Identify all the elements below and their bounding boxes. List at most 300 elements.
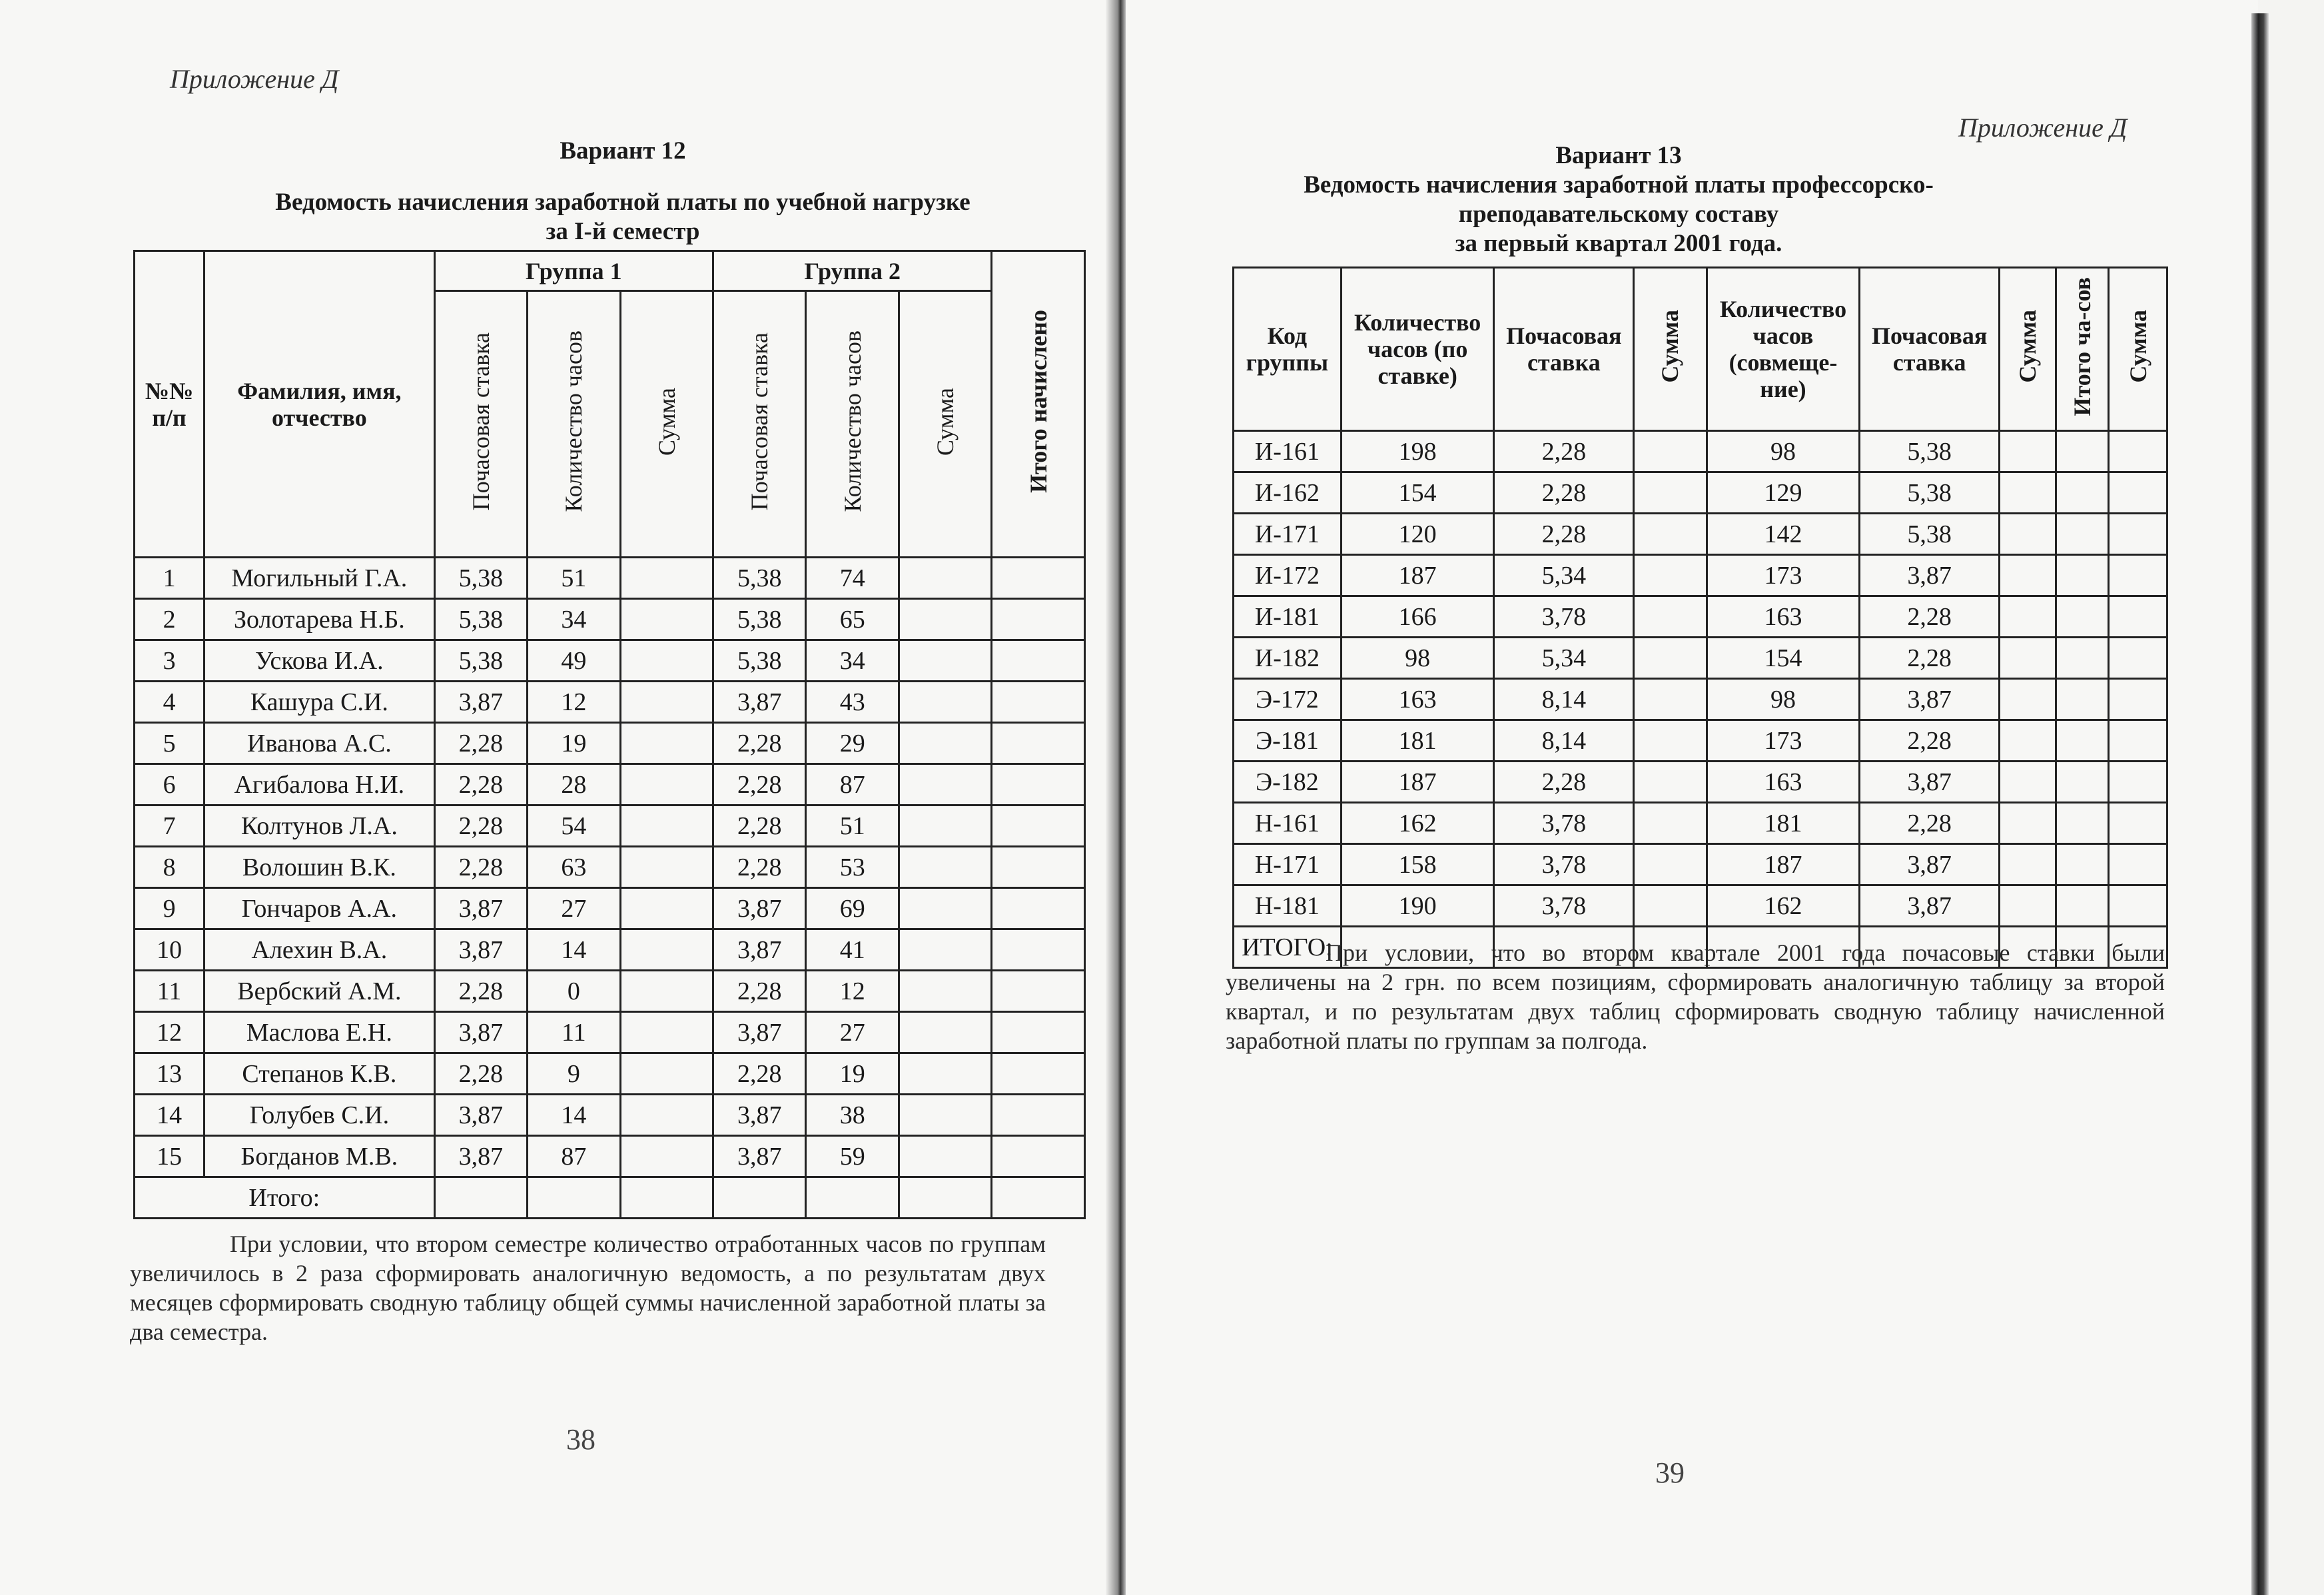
header-sum-2: Сумма: [2000, 268, 2056, 431]
rate-group2: 2,28: [713, 1053, 806, 1095]
sum-group1: [620, 640, 713, 682]
sum-group1: [620, 929, 713, 971]
table-row: [1234, 431, 2167, 472]
sum-group1: [620, 599, 713, 640]
sum-2: [2000, 885, 2056, 927]
hours-combined: 173: [1707, 720, 1860, 762]
table-row: [1234, 803, 2167, 844]
row-number: 1: [135, 558, 204, 599]
header-group1: Группа 1: [434, 251, 713, 291]
hours-combined: 142: [1707, 514, 1860, 555]
group-code: Н-161: [1234, 803, 1342, 844]
rate-group2: 5,38: [713, 558, 806, 599]
employee-name: Богданов М.В.: [204, 1136, 434, 1177]
header-sum-g2: Сумма: [899, 291, 991, 558]
sum-2: [2000, 803, 2056, 844]
rate-group2: 3,87: [713, 682, 806, 723]
header-sum-g1: Сумма: [620, 291, 713, 558]
table-row: [135, 599, 1085, 640]
hours-combined: 163: [1707, 596, 1860, 638]
hourly-rate-2: 2,28: [1860, 720, 2000, 762]
employee-name: Кашура С.И.: [204, 682, 434, 723]
row-number: 5: [135, 723, 204, 764]
group-code: И-161: [1234, 431, 1342, 472]
variant-title-right: Вариант 13: [1555, 142, 1682, 169]
hourly-rate-1: 2,28: [1494, 431, 1634, 472]
rate-group1: 2,28: [434, 1053, 527, 1095]
hourly-rate-2: 3,87: [1860, 844, 2000, 885]
sum-3: [2109, 720, 2167, 762]
sum-1: [1634, 720, 1707, 762]
hours-by-rate: 190: [1341, 885, 1494, 927]
rate-group2: 3,87: [713, 888, 806, 929]
right-total-label: ИТОГО:: [1234, 927, 1342, 968]
rate-group1: 3,87: [434, 1095, 527, 1136]
sum-group2: [899, 1012, 991, 1053]
hours-group1: 11: [528, 1012, 620, 1053]
table-row: [135, 847, 1085, 888]
employee-name: Степанов К.В.: [204, 1053, 434, 1095]
group-code: И-181: [1234, 596, 1342, 638]
header-num: №№ п/п: [135, 251, 204, 558]
group-code: И-162: [1234, 472, 1342, 514]
hourly-rate-2: 3,87: [1860, 762, 2000, 803]
sum-2: [2000, 472, 2056, 514]
hours-by-rate: 166: [1341, 596, 1494, 638]
total-hours: [2056, 472, 2109, 514]
hours-group1: 12: [528, 682, 620, 723]
hourly-rate-1: 5,34: [1494, 638, 1634, 679]
sum-3: [2109, 638, 2167, 679]
total-hours: [2056, 803, 2109, 844]
sum-3: [2109, 596, 2167, 638]
employee-name: Маслова Е.Н.: [204, 1012, 434, 1053]
total-hours: [2056, 679, 2109, 720]
employee-name: Золотарева Н.Б.: [204, 599, 434, 640]
right-table-body: [1234, 431, 2167, 927]
total-accrued: [992, 1012, 1085, 1053]
header-rate-1: Почасовая ставка: [1494, 268, 1634, 431]
hours-by-rate: 120: [1341, 514, 1494, 555]
group-code: Э-172: [1234, 679, 1342, 720]
table-row: [1234, 596, 2167, 638]
rate-group1: 3,87: [434, 929, 527, 971]
sum-group2: [899, 682, 991, 723]
header-hours-combined: Количество часов (совмеще-ние): [1707, 268, 1860, 431]
sum-3: [2109, 514, 2167, 555]
left-total-row: [135, 1177, 1085, 1219]
header-total-hours: Итого ча-сов: [2056, 268, 2109, 431]
header-rate-g2: Почасовая ставка: [713, 291, 806, 558]
hourly-rate-1: 2,28: [1494, 472, 1634, 514]
hours-by-rate: 187: [1341, 762, 1494, 803]
header-rate-g1: Почасовая ставка: [434, 291, 527, 558]
hours-group2: 41: [806, 929, 899, 971]
hourly-rate-2: 2,28: [1860, 803, 2000, 844]
paragraph-left: При условии, что втором семестре количество отработанных часов по группам увеличилось в 2 раза сформировать аналогичную ведомость, а по результатам двух месяцев сформировать сводную таблицу общей суммы начисленной заработной платы за два семестра.: [130, 1231, 1046, 1345]
sum-group1: [620, 1095, 713, 1136]
sum-group1: [620, 805, 713, 847]
table-row: [1234, 514, 2167, 555]
salary-table-left: [133, 250, 1086, 1219]
row-number: 12: [135, 1012, 204, 1053]
sum-1: [1634, 885, 1707, 927]
rate-group2: 3,87: [713, 1012, 806, 1053]
hours-group2: 43: [806, 682, 899, 723]
hours-group2: 74: [806, 558, 899, 599]
total-accrued: [992, 1053, 1085, 1095]
table-row: [135, 764, 1085, 805]
hours-combined: 163: [1707, 762, 1860, 803]
sum-2: [2000, 638, 2056, 679]
total-hours: [2056, 885, 2109, 927]
total-hours: [2056, 514, 2109, 555]
hours-group2: 51: [806, 805, 899, 847]
sum-group2: [899, 1053, 991, 1095]
rate-group2: 2,28: [713, 971, 806, 1012]
total-accrued: [992, 682, 1085, 723]
sum-group1: [620, 558, 713, 599]
employee-name: Волошин В.К.: [204, 847, 434, 888]
ledger-title-line2-left: за I-й семестр: [546, 218, 700, 245]
hours-group1: 34: [528, 599, 620, 640]
total-accrued: [992, 971, 1085, 1012]
rate-group2: 2,28: [713, 764, 806, 805]
row-number: 3: [135, 640, 204, 682]
total-accrued: [992, 640, 1085, 682]
sum-group2: [899, 888, 991, 929]
hourly-rate-2: 2,28: [1860, 638, 2000, 679]
group-code: Н-171: [1234, 844, 1342, 885]
hours-combined: 98: [1707, 679, 1860, 720]
header-rate-2: Почасовая ставка: [1860, 268, 2000, 431]
hourly-rate-1: 2,28: [1494, 514, 1634, 555]
total-accrued: [992, 847, 1085, 888]
rate-group1: 5,38: [434, 558, 527, 599]
table-row: [1234, 472, 2167, 514]
sum-2: [2000, 555, 2056, 596]
hourly-rate-1: 5,34: [1494, 555, 1634, 596]
table-row: [135, 558, 1085, 599]
sum-1: [1634, 431, 1707, 472]
hours-combined: 173: [1707, 555, 1860, 596]
table-row: [135, 640, 1085, 682]
sum-3: [2109, 472, 2167, 514]
table-row: [135, 1053, 1085, 1095]
total-hours: [2056, 555, 2109, 596]
hours-group1: 14: [528, 1095, 620, 1136]
ledger-title-left: [213, 188, 1032, 247]
sum-2: [2000, 720, 2056, 762]
row-number: 10: [135, 929, 204, 971]
hours-by-rate: 98: [1341, 638, 1494, 679]
hours-group2: 87: [806, 764, 899, 805]
hours-by-rate: 163: [1341, 679, 1494, 720]
hours-group1: 28: [528, 764, 620, 805]
hours-group2: 59: [806, 1136, 899, 1177]
header-sum-1: Сумма: [1634, 268, 1707, 431]
sum-3: [2109, 431, 2167, 472]
sum-group2: [899, 558, 991, 599]
left-total-label: Итого:: [135, 1177, 435, 1219]
hours-combined: 98: [1707, 431, 1860, 472]
total-accrued: [992, 805, 1085, 847]
employee-name: Иванова А.С.: [204, 723, 434, 764]
sum-2: [2000, 596, 2056, 638]
left-page: [0, 0, 1119, 1595]
ledger-title-line2-right: преподавательскому составу: [1458, 201, 1779, 228]
group-code: Н-181: [1234, 885, 1342, 927]
sum-group1: [620, 764, 713, 805]
rate-group1: 5,38: [434, 640, 527, 682]
total-hours: [2056, 596, 2109, 638]
hourly-rate-2: 3,87: [1860, 555, 2000, 596]
hours-by-rate: 187: [1341, 555, 1494, 596]
hourly-rate-2: 3,87: [1860, 885, 2000, 927]
hourly-rate-1: 3,78: [1494, 885, 1634, 927]
rate-group2: 3,87: [713, 1095, 806, 1136]
table-row: [135, 888, 1085, 929]
hourly-rate-1: 8,14: [1494, 720, 1634, 762]
rate-group2: 3,87: [713, 929, 806, 971]
table-row: [1234, 638, 2167, 679]
total-accrued: [992, 929, 1085, 971]
header-group2: Группа 2: [713, 251, 992, 291]
sum-2: [2000, 762, 2056, 803]
hours-combined: 129: [1707, 472, 1860, 514]
sum-group1: [620, 723, 713, 764]
employee-name: Голубев С.И.: [204, 1095, 434, 1136]
rate-group1: 5,38: [434, 599, 527, 640]
sum-group2: [899, 640, 991, 682]
table-row: [1234, 679, 2167, 720]
rate-group2: 2,28: [713, 847, 806, 888]
total-accrued: [992, 558, 1085, 599]
variant-title-left: Вариант 12: [560, 137, 686, 165]
appendix-label-right: Приложение Д: [1958, 113, 2128, 143]
group-code: Э-181: [1234, 720, 1342, 762]
hours-group2: 53: [806, 847, 899, 888]
ledger-title-line3-right: за первый квартал 2001 года.: [1455, 230, 1782, 257]
sum-group2: [899, 805, 991, 847]
hourly-rate-1: 3,78: [1494, 844, 1634, 885]
group-code: Э-182: [1234, 762, 1342, 803]
rate-group1: 2,28: [434, 971, 527, 1012]
group-code: И-182: [1234, 638, 1342, 679]
rate-group2: 2,28: [713, 723, 806, 764]
header-hours-rate: Количество часов (по ставке): [1341, 268, 1494, 431]
table-row: [135, 929, 1085, 971]
sum-group2: [899, 1136, 991, 1177]
hours-group1: 0: [528, 971, 620, 1012]
rate-group1: 3,87: [434, 888, 527, 929]
table-row: [1234, 844, 2167, 885]
sum-3: [2109, 762, 2167, 803]
header-hours-g1: Количество часов: [528, 291, 620, 558]
employee-name: Алехин В.А.: [204, 929, 434, 971]
hours-group1: 14: [528, 929, 620, 971]
hours-group2: 34: [806, 640, 899, 682]
total-hours: [2056, 762, 2109, 803]
total-accrued: [992, 599, 1085, 640]
sum-group1: [620, 888, 713, 929]
table-row: [135, 1136, 1085, 1177]
table-row: [135, 682, 1085, 723]
sum-3: [2109, 885, 2167, 927]
hourly-rate-1: 8,14: [1494, 679, 1634, 720]
sum-2: [2000, 431, 2056, 472]
total-accrued: [992, 723, 1085, 764]
row-number: 9: [135, 888, 204, 929]
sum-1: [1634, 844, 1707, 885]
sum-1: [1634, 803, 1707, 844]
table-row: [135, 1012, 1085, 1053]
right-page: [1126, 0, 2258, 1595]
hours-group1: 51: [528, 558, 620, 599]
sum-3: [2109, 844, 2167, 885]
appendix-label-left: Приложение Д: [170, 64, 339, 94]
hours-combined: 181: [1707, 803, 1860, 844]
employee-name: Агибалова Н.И.: [204, 764, 434, 805]
rate-group2: 3,87: [713, 1136, 806, 1177]
hours-group2: 19: [806, 1053, 899, 1095]
sum-1: [1634, 638, 1707, 679]
row-number: 4: [135, 682, 204, 723]
sum-1: [1634, 555, 1707, 596]
sum-group2: [899, 764, 991, 805]
header-hours-g2: Количество часов: [806, 291, 899, 558]
total-accrued: [992, 764, 1085, 805]
sum-group2: [899, 723, 991, 764]
total-hours: [2056, 638, 2109, 679]
row-number: 14: [135, 1095, 204, 1136]
sum-group1: [620, 682, 713, 723]
sum-3: [2109, 555, 2167, 596]
sum-group2: [899, 929, 991, 971]
ledger-title-line1-right: Ведомость начисления заработной платы профессорско-: [1304, 171, 1934, 199]
hourly-rate-1: 3,78: [1494, 803, 1634, 844]
sum-3: [2109, 803, 2167, 844]
table-row: [1234, 555, 2167, 596]
sum-group2: [899, 599, 991, 640]
sum-1: [1634, 596, 1707, 638]
hours-combined: 154: [1707, 638, 1860, 679]
sum-2: [2000, 844, 2056, 885]
total-hours: [2056, 720, 2109, 762]
hourly-rate-1: 2,28: [1494, 762, 1634, 803]
hourly-rate-2: 3,87: [1860, 679, 2000, 720]
rate-group1: 2,28: [434, 847, 527, 888]
rate-group1: 2,28: [434, 764, 527, 805]
row-number: 2: [135, 599, 204, 640]
hours-group1: 54: [528, 805, 620, 847]
hours-group2: 12: [806, 971, 899, 1012]
hours-group2: 65: [806, 599, 899, 640]
rate-group1: 2,28: [434, 805, 527, 847]
hours-by-rate: 162: [1341, 803, 1494, 844]
total-accrued: [992, 1136, 1085, 1177]
header-total: Итого начислено: [992, 251, 1085, 558]
hours-group2: 38: [806, 1095, 899, 1136]
hours-group1: 63: [528, 847, 620, 888]
rate-group1: 3,87: [434, 1012, 527, 1053]
table-row: [135, 1095, 1085, 1136]
table-row: [1234, 885, 2167, 927]
total-hours: [2056, 431, 2109, 472]
header-code: Код группы: [1234, 268, 1342, 431]
total-hours: [2056, 844, 2109, 885]
hours-by-rate: 181: [1341, 720, 1494, 762]
hours-by-rate: 154: [1341, 472, 1494, 514]
employee-name: Ускова И.А.: [204, 640, 434, 682]
sum-group1: [620, 971, 713, 1012]
employee-name: Вербский А.М.: [204, 971, 434, 1012]
rate-group2: 5,38: [713, 599, 806, 640]
hourly-rate-2: 5,38: [1860, 472, 2000, 514]
sum-group1: [620, 1012, 713, 1053]
hours-group1: 49: [528, 640, 620, 682]
sum-1: [1634, 762, 1707, 803]
sum-group2: [899, 1095, 991, 1136]
hourly-rate-2: 5,38: [1860, 431, 2000, 472]
sum-3: [2109, 679, 2167, 720]
header-sum-3: Сумма: [2109, 268, 2167, 431]
hours-group1: 9: [528, 1053, 620, 1095]
sum-2: [2000, 514, 2056, 555]
row-number: 7: [135, 805, 204, 847]
ledger-title-line1-left: Ведомость начисления заработной платы по учебной нагрузке: [275, 189, 970, 216]
rate-group1: 3,87: [434, 1136, 527, 1177]
paragraph-right: При условии, что во втором квартале 2001 года почасовые ставки были увеличены на 2 грн. по всем позициям, сформировать аналогичную таблицу за второй квартал, и по результатам двух таблиц сформировать сводную таблицу начисленной заработной платы по группам за полгода.: [1226, 939, 2165, 1054]
row-number: 8: [135, 847, 204, 888]
table-row: [135, 723, 1085, 764]
employee-name: Колтунов Л.А.: [204, 805, 434, 847]
left-table-body: [135, 558, 1085, 1177]
table-row: [135, 805, 1085, 847]
sum-group1: [620, 1053, 713, 1095]
hours-group2: 69: [806, 888, 899, 929]
hourly-rate-1: 3,78: [1494, 596, 1634, 638]
employee-name: Могильный Г.А.: [204, 558, 434, 599]
row-number: 13: [135, 1053, 204, 1095]
employee-name: Гончаров А.А.: [204, 888, 434, 929]
hours-group2: 29: [806, 723, 899, 764]
hours-combined: 187: [1707, 844, 1860, 885]
sum-1: [1634, 679, 1707, 720]
total-accrued: [992, 1095, 1085, 1136]
hourly-rate-2: 2,28: [1860, 596, 2000, 638]
row-number: 15: [135, 1136, 204, 1177]
hours-group1: 19: [528, 723, 620, 764]
rate-group2: 2,28: [713, 805, 806, 847]
rate-group1: 3,87: [434, 682, 527, 723]
sum-1: [1634, 514, 1707, 555]
salary-table-right: [1232, 266, 2168, 969]
row-number: 11: [135, 971, 204, 1012]
group-code: И-172: [1234, 555, 1342, 596]
page-edge: [2251, 13, 2269, 1595]
sum-group2: [899, 971, 991, 1012]
hours-group1: 87: [528, 1136, 620, 1177]
sum-1: [1634, 472, 1707, 514]
table-row: [1234, 762, 2167, 803]
sum-group1: [620, 847, 713, 888]
page-number-right: 39: [1655, 1456, 1685, 1489]
table-row: [135, 971, 1085, 1012]
group-code: И-171: [1234, 514, 1342, 555]
page-number-left: 38: [566, 1423, 595, 1456]
hours-group1: 27: [528, 888, 620, 929]
